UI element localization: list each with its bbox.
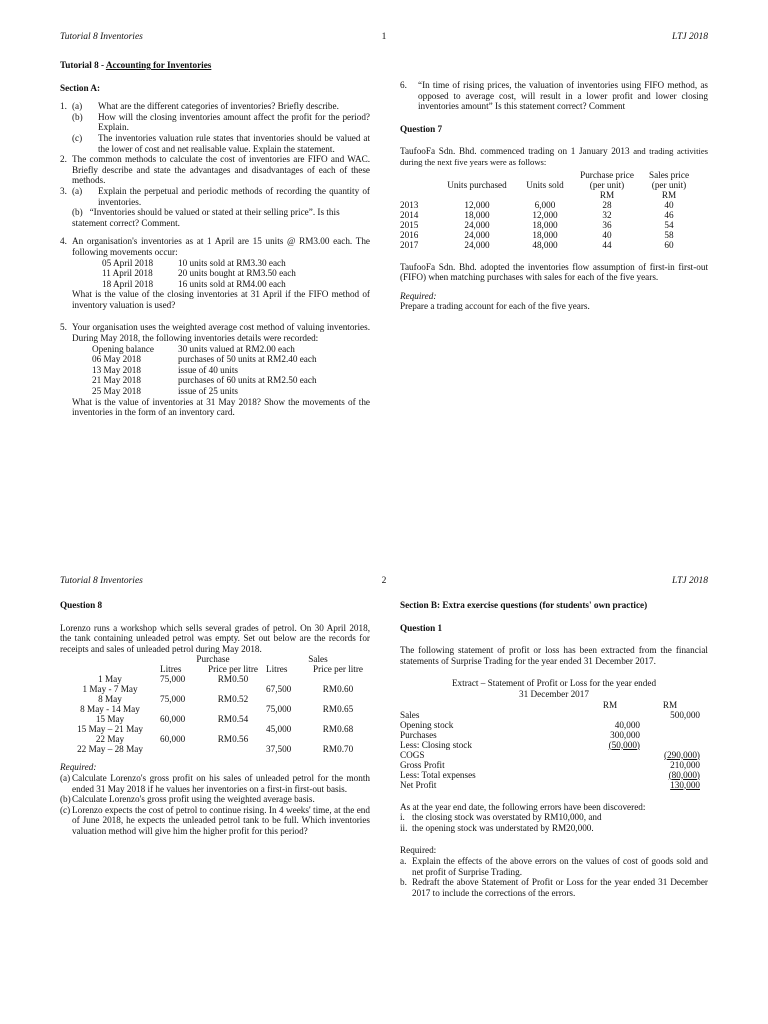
error-item: ii. the opening stock was understated by RM20,000.: [400, 822, 594, 833]
petrol-table: Purchase Sales Litres Price per litre Litres Price per litre 1 May 75,000 RM0.50 1 May - 7 May 67,500 RM0.60 8 May 75,000 RM0.52 8 May - 14 May 75,000 RM0.65 15 May 60,000 RM0.54 15 May – 21 May 45,000 RM0.68 22 May 60,000 RM0.56 22 May – 28 May 37,500 RM0.70: [60, 654, 370, 754]
table-row: 8 May 75,000 RM0.52: [98, 694, 249, 705]
trading-table: Purchase price Sales price Units purchased Units sold (per unit) (per unit) RM RM 2013 12,000 6,000 28 40 2014 18,000 12,000 32 46 2015 24,000 18,000 36 54 2016 24,000 18,000 40 58 2017 24,000 48,000 44 60: [400, 170, 700, 250]
required-text: Prepare a trading account for each of the five years.: [400, 301, 590, 312]
table-row: 1 May 75,000 RM0.50: [98, 674, 249, 685]
table-row: 2015 24,000 18,000 36 54: [400, 219, 674, 230]
question-2: 2. The common methods to calculate the cost of inventories are FIFO and WAC. Briefly describe and state the advantages and disadvantages of each of these methods.: [60, 154, 370, 186]
right-column: [400, 80, 708, 312]
movement-row: 25 May 2018 issue of 25 units: [92, 386, 238, 397]
table-row: 2013 12,000 6,000 28 40: [400, 199, 674, 210]
extract-date: 31 December 2017: [519, 688, 589, 699]
page-header: [60, 32, 708, 46]
question-7-intro: TaufooFa Sdn. Bhd. commenced trading on 1 January 2013 and trading activities during the next five years were as follows:: [400, 146, 708, 167]
question-3: 3. (a) Explain the perpetual and periodic methods of recording the quantity of inventories. (b) “Inventories should be valued or stated at their selling price”. Is this statement correct? Comment.: [60, 185, 370, 228]
required-label: Required:: [400, 845, 437, 856]
table-row: 8 May - 14 May 75,000 RM0.65: [80, 704, 354, 715]
errors-intro: As at the year end date, the following errors have been discovered:: [400, 801, 646, 812]
section-b-question-1-heading: Question 1: [400, 622, 443, 633]
question-7-after: TaufooFa Sdn. Bhd. adopted the inventories flow assumption of first-in first-out (FIFO) when matching purchases with sales for each of the five years.: [400, 261, 708, 283]
table-row: Less: Total expenses (80,000): [400, 769, 700, 780]
table-row: 22 May – 28 May 37,500 RM0.70: [77, 744, 354, 755]
profit-loss-statement: RM RM Sales 500,000 Opening stock 40,000 Purchases 300,000 Less: Closing stock (50,000) COGS (290,000) Gross Profit 210,000 Less: Total expenses (80,000) Net Profit 130,000: [400, 699, 700, 790]
left-column: [60, 60, 370, 418]
header-page-number: 1: [381, 32, 387, 42]
requirement-item: (c) Lorenzo expects the cost of petrol to continue rising. In 4 weeks' time, at the end of June 2018, he expects the unleaded petrol tank to be full. Which inventories valuation method will give him the higher profit for this period?: [60, 804, 370, 836]
table-row: Opening stock 40,000: [400, 719, 640, 730]
table-row: Sales 500,000: [400, 709, 700, 720]
question-5: 5. Your organisation uses the weighted average cost method of valuing inventories. During May 2018, the following inventories details were recorded: Opening balance 30 units valued at RM2.00 each 06 May 2018 purchases of 50 units at RM2.40 each 13 May 2018 issue of 40 units 21 May 2018 purchases of 60 units at RM2.50 each 25 May 2018 issue of 25 units What is the value of inventories at 31 May 2018? Show the movements of the inventories in the form of an inventory card.: [60, 322, 370, 418]
question-6: 6. “In time of rising prices, the valuation of inventories using FIFO method, as opposed to average cost, will result in a lower profit and lower closing inventories amount” Is this statement correct? Comment: [400, 80, 708, 112]
header-right: LTJ 2018: [672, 576, 708, 586]
table-row: 22 May 60,000 RM0.56: [95, 734, 249, 745]
table-row: 2016 24,000 18,000 40 58: [400, 229, 674, 240]
movement-row: Opening balance 30 units valued at RM2.00 each: [92, 343, 295, 354]
table-row: Gross Profit 210,000: [400, 759, 700, 770]
header-right: LTJ 2018: [672, 32, 708, 42]
movement-row: 11 April 2018 20 units bought at RM3.50 each: [102, 268, 296, 279]
table-row: 2017 24,000 48,000 44 60: [400, 239, 674, 250]
question-8-intro: Lorenzo runs a workshop which sells several grades of petrol. On 30 April 2018, the tank containing unleaded petrol was empty. Set out below are the records for receipts and sales of unleaded petrol during May 2018.: [60, 622, 370, 654]
tutorial-title: Tutorial 8 - Accounting for Inventories: [60, 60, 212, 70]
movement-row: 18 April 2018 16 units sold at RM4.00 each: [102, 278, 286, 289]
movement-row: 05 April 2018 10 units sold at RM3.30 each: [102, 257, 286, 268]
question-4: 4. An organisation's inventories as at 1 April are 15 units @ RM3.00 each. The following movements occur: 05 April 2018 10 units sold at RM3.30 each 11 April 2018 20 units bought at RM3.50 each 18 April 2018 16 units sold at RM4.00 each What is the value of the closing inventories at 31 April if the FIFO method of inventory valuation is used?: [60, 236, 370, 310]
required-label: Required:: [60, 762, 97, 773]
question-7-heading: Question 7: [400, 123, 443, 134]
question-1: 1. (a) What are the different categories of inventories? Briefly describe. (b) How will the closing inventories amount affect the profit for the period? Explain. (c) The inventories valuation rule states that inventories should be valued at the lower of cost and net realisable value. Explain the statement.: [60, 101, 370, 154]
table-row: COGS (290,000): [400, 749, 700, 760]
table-row: 15 May – 21 May 45,000 RM0.68: [77, 724, 354, 735]
table-row: 2014 18,000 12,000 32 46: [400, 209, 674, 220]
movement-row: 13 May 2018 issue of 40 units: [92, 364, 238, 375]
question-8-heading: Question 8: [60, 600, 103, 610]
requirement-item: a. Explain the effects of the above errors on the values of cost of goods sold and net profit of Surprise Trading.: [400, 855, 708, 877]
table-row: Less: Closing stock (50,000): [400, 739, 640, 750]
table-row: Purchases 300,000: [400, 729, 640, 740]
header-page-number: 2: [381, 576, 387, 586]
required-label: Required:: [400, 290, 437, 301]
section-b-heading: Section B: Extra exercise questions (for students' own practice): [400, 600, 648, 610]
requirement-item: (a) Calculate Lorenzo's gross profit on his sales of unleaded petrol for the month ended 31 May 2018 if he values her inventories on a first-in first-out basis.: [60, 772, 370, 794]
section-b-intro: The following statement of profit or loss has been extracted from the financial statements of Surprise Trading for the year ended 31 December 2017.: [400, 645, 708, 666]
section-a-heading: Section A:: [60, 82, 101, 93]
table-row: 1 May - 7 May 67,500 RM0.60: [82, 684, 354, 695]
header-left: Tutorial 8 Inventories: [60, 32, 143, 42]
table-row: Net Profit 130,000: [400, 779, 700, 790]
extract-title: Extract – Statement of Profit or Loss for the year ended: [451, 678, 657, 689]
movement-row: 06 May 2018 purchases of 50 units at RM2.40 each: [92, 354, 317, 365]
movement-row: 21 May 2018 purchases of 60 units at RM2.50 each: [92, 375, 317, 386]
page-two: [0, 560, 768, 1024]
error-item: i. the closing stock was overstated by RM10,000, and: [400, 812, 602, 823]
left-column: [60, 600, 370, 837]
right-column: [400, 600, 708, 898]
page-header: [60, 576, 708, 590]
table-row: 15 May 60,000 RM0.54: [95, 714, 249, 725]
requirement-item: b. Redraft the above Statement of Profit or Loss for the year ended 31 December 2017 to include the corrections of the errors.: [400, 877, 708, 898]
requirement-item: (b) Calculate Lorenzo's gross profit using the weighted average basis.: [60, 794, 315, 805]
header-left: Tutorial 8 Inventories: [60, 576, 143, 586]
